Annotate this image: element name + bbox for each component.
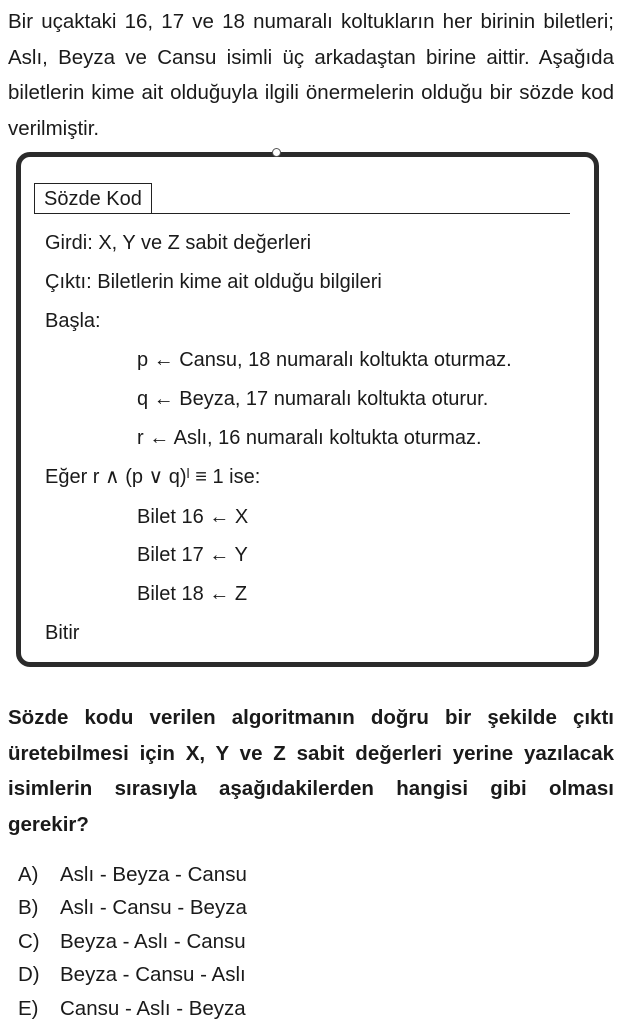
choice-a[interactable] xyxy=(18,862,247,888)
title-divider xyxy=(158,213,570,214)
code-line-p: p ← Cansu, 18 numaralı koltukta oturmaz. xyxy=(137,349,512,371)
title-underline xyxy=(34,213,159,214)
choice-d[interactable] xyxy=(18,962,246,988)
choice-text: Cansu - Aslı - Beyza xyxy=(60,997,246,1020)
choice-letter: D) xyxy=(18,963,40,986)
choice-text: Beyza - Cansu - Aslı xyxy=(60,963,246,986)
choice-letter: B) xyxy=(18,896,39,919)
code-line-output: Çıktı: Biletlerin kime ait olduğu bilgileri xyxy=(45,271,382,293)
code-line-ticket-17: Bilet 17 ← Y xyxy=(137,544,248,566)
camera-icon xyxy=(272,148,281,157)
pseudocode-title: Sözde Kod xyxy=(34,183,152,214)
question-intro: Bir uçaktaki 16, 17 ve 18 numaralı koltukların her birinin biletleri; Aslı, Beyza ve Cansu isimli üç arkadaştan birine aittir. Aşağıda biletlerin kime ait olduğuyla ilgili önermelerin olduğu bir sözde kod verilmiştir. xyxy=(8,10,614,140)
code-line-ticket-18: Bilet 18 ← Z xyxy=(137,583,248,605)
question-stem: Sözde kodu verilen algoritmanın doğru bir şekilde çıktı üretebilmesi için X, Y ve Z sabit değerleri yerine yazılacak isimlerin sırasıyla aşağıdakilerden hangisi gibi olması gerekir? xyxy=(8,706,614,836)
choice-text: Aslı - Cansu - Beyza xyxy=(60,896,247,919)
choice-text: Aslı - Beyza - Cansu xyxy=(60,863,247,886)
code-line-r: r ← Aslı, 16 numaralı koltukta oturmaz. xyxy=(137,427,482,449)
choice-text: Beyza - Aslı - Cansu xyxy=(60,930,246,953)
choice-c[interactable] xyxy=(18,929,246,955)
choice-letter: C) xyxy=(18,930,40,953)
choice-b[interactable] xyxy=(18,895,247,921)
code-line-ticket-16: Bilet 16 ← X xyxy=(137,506,249,528)
choice-letter: E) xyxy=(18,997,39,1020)
code-line-begin: Başla: xyxy=(45,310,101,332)
code-line-q: q ← Beyza, 17 numaralı koltukta oturur. xyxy=(137,388,489,410)
code-line-input: Girdi: X, Y ve Z sabit değerleri xyxy=(45,232,312,254)
choice-letter: A) xyxy=(18,863,39,886)
choice-e[interactable] xyxy=(18,996,246,1022)
code-line-end: Bitir xyxy=(45,622,80,644)
code-line-condition: Eğer r ∧ (p ∨ q)ˡ ≡ 1 ise: xyxy=(45,466,261,488)
